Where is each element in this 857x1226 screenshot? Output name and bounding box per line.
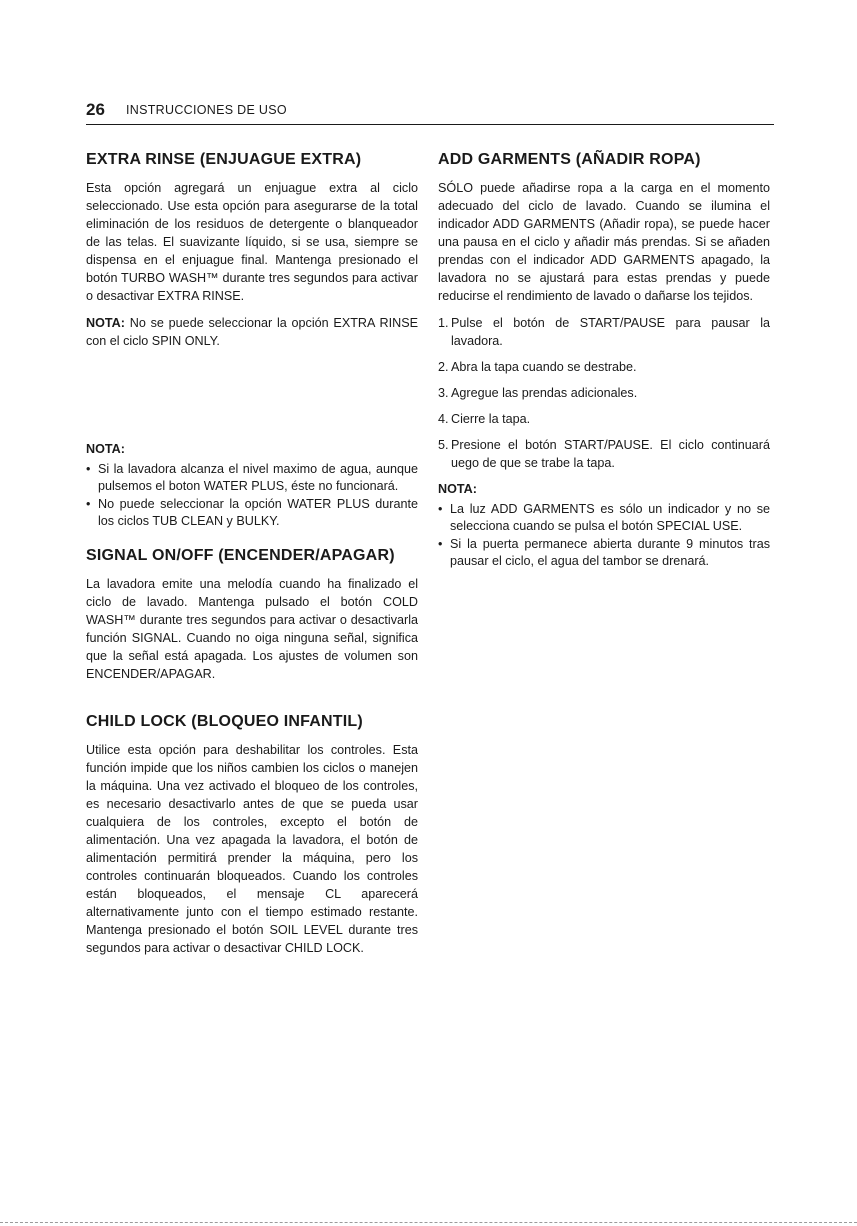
step-item	[438, 436, 770, 472]
extra-rinse-section	[86, 150, 418, 350]
left-column	[86, 150, 418, 957]
step-number: 1.	[438, 316, 449, 330]
extra-rinse-heading: EXTRA RINSE (ENJUAGUE EXTRA)	[86, 151, 362, 168]
water-plus-note	[86, 440, 418, 530]
step-item	[438, 410, 770, 428]
note-list	[438, 501, 770, 570]
page-number: 26	[86, 100, 105, 119]
step-text: Presione el botón START/PAUSE. El ciclo continuará uego de que se trabe la tapa.	[451, 438, 770, 470]
child-lock-heading: CHILD LOCK (BLOQUEO INFANTIL)	[86, 713, 363, 730]
add-garments-body: SÓLO puede añadirse ropa a la carga en el momento adecuado del ciclo de lavado. Cuando se ilumina el indicador ADD GARMENTS (Añadir ropa), se puede hacer una pausa en el ciclo y añadir más prendas. Si se añaden prendas con el indicador ADD GARMENTS apagado, la lavadora no se ajustará para estas prendas y puede reducirse el rendimiento de lavado o dañarse los tejidos.	[438, 181, 770, 303]
add-garments-section	[438, 150, 770, 570]
page-header	[86, 100, 774, 125]
section-title: INSTRUCCIONES DE USO	[126, 103, 287, 117]
extra-rinse-body: Esta opción agregará un enjuague extra al ciclo seleccionado. Use esta opción para asegurarse de la total eliminación de los residuos de detergente o blanqueador de las telas. El suavizante líquido, si se usa, siempre se dispensa en el enjuague final. Mantenga presionado el botón TURBO WASH™ durante tres segundos para activar o desactivar EXTRA RINSE.	[86, 181, 418, 303]
step-text: Abra la tapa cuando se destrabe.	[451, 360, 637, 374]
note-item: • Si la puerta permanece abierta durante 9 minutos tras pausar el ciclo, el agua del tambor se drenará.	[438, 536, 770, 570]
note-item: • La luz ADD GARMENTS es sólo un indicador y no se selecciona cuando se pulsa el botón SPECIAL USE.	[438, 501, 770, 535]
step-text: Pulse el botón de START/PAUSE para pausar la lavadora.	[451, 316, 770, 348]
step-item	[438, 384, 770, 402]
step-number: 5.	[438, 438, 449, 452]
step-number: 2.	[438, 360, 449, 374]
note-text: No se puede seleccionar la opción EXTRA RINSE con el ciclo SPIN ONLY.	[86, 316, 418, 348]
extra-rinse-note	[86, 314, 418, 350]
note-list	[86, 461, 418, 530]
child-lock-body: Utilice esta opción para deshabilitar los controles. Esta función impide que los niños cambien los ciclos o manejen la máquina. Una vez activado el bloqueo de los controles, es necesario desactivarlo antes de que se pueda usar cualquiera de los controles, excepto el botón de alimentación. Una vez apagada la lavadora, el botón de alimentación permitirá prender la máquina, pero los controles continuarán bloqueados. Cuando los controles están bloqueados, el mensaje CL aparecerá alternativamente junto con el tiempo estimado restante. Mantenga presionado el botón SOIL LEVEL durante tres segundos para activar o desactivar CHILD LOCK.	[86, 743, 418, 955]
step-text: Agregue las prendas adicionales.	[451, 386, 638, 400]
page-bottom-edge	[0, 1222, 857, 1223]
step-number: 4.	[438, 412, 449, 426]
step-number: 3.	[438, 386, 449, 400]
child-lock-section	[86, 712, 418, 957]
signal-heading: SIGNAL ON/OFF (ENCENDER/APAGAR)	[86, 547, 395, 564]
right-column	[438, 150, 770, 571]
step-text: Cierre la tapa.	[451, 412, 531, 426]
note-label: NOTA:	[86, 316, 125, 330]
signal-body: La lavadora emite una melodía cuando ha finalizado el ciclo de lavado. Mantenga pulsado el botón COLD WASH™ durante tres segundos para activar o desactivarla función SIGNAL. Cuando no oiga ninguna señal, significa que la señal está apagada. Los ajustes de volumen son ENCENDER/APAGAR.	[86, 577, 418, 681]
note-label: NOTA:	[86, 442, 125, 456]
note-item: • Si la lavadora alcanza el nivel maximo de agua, aunque pulsemos el boton WATER PLUS, éste no funcionará.	[86, 461, 418, 495]
step-item	[438, 358, 770, 376]
steps-list	[438, 314, 770, 472]
step-item	[438, 314, 770, 350]
note-label: NOTA:	[438, 482, 477, 496]
note-item: • No puede seleccionar la opción WATER PLUS durante los ciclos TUB CLEAN y BULKY.	[86, 496, 418, 530]
signal-section	[86, 546, 418, 683]
add-garments-heading: ADD GARMENTS (AÑADIR ROPA)	[438, 151, 701, 168]
